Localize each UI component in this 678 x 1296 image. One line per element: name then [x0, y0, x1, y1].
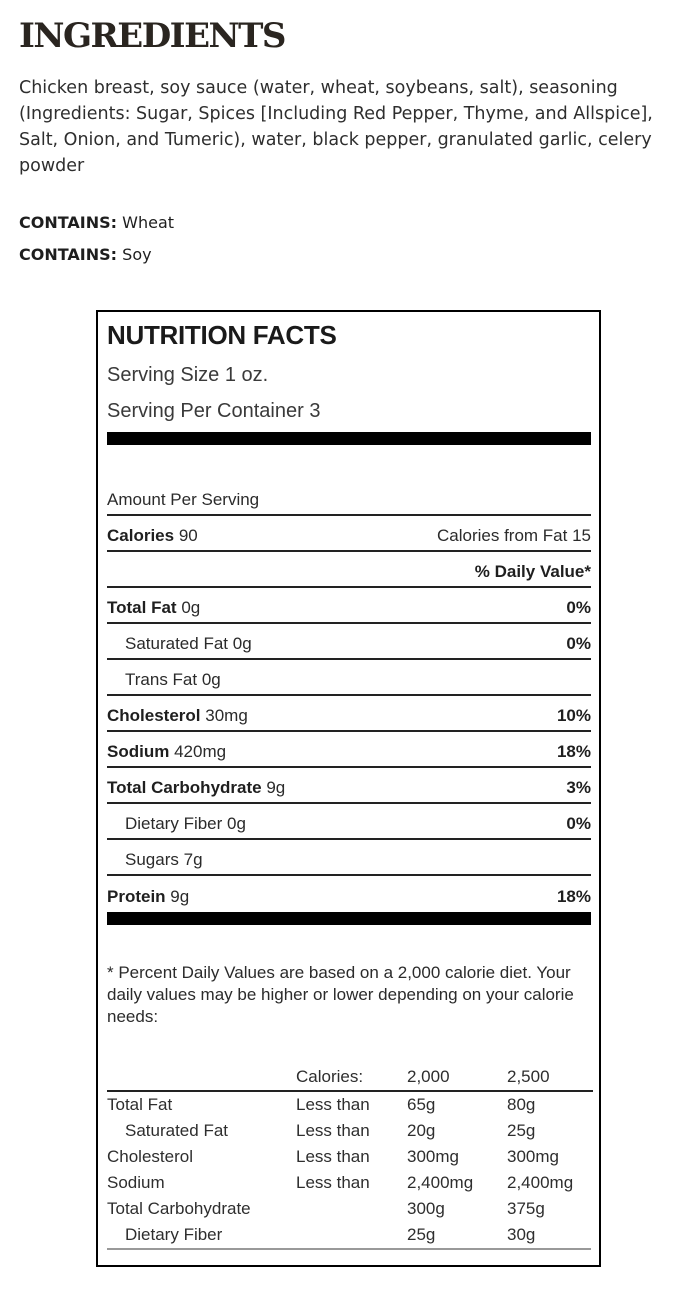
nutrient-label: Trans Fat: [125, 669, 198, 689]
table-cell: Saturated Fat: [125, 1121, 229, 1140]
nutrient-pct: 18%: [556, 886, 591, 906]
nutrient-name: [107, 598, 200, 618]
table-cell: 65g: [407, 1095, 436, 1114]
table-header-cell: [107, 1064, 296, 1091]
contains-label: CONTAINS:: [19, 213, 118, 232]
table-cell: 300mg: [407, 1147, 459, 1166]
thick-divider: [107, 912, 591, 925]
nutrient-amount: 0g: [227, 813, 246, 833]
nutrient-name: [107, 742, 226, 762]
nutrient-row-dietary-fiber: [107, 806, 591, 840]
table-cell: 2,400mg: [407, 1173, 474, 1192]
table-cell: Less than: [296, 1173, 370, 1192]
nutrition-facts-panel: [96, 310, 601, 1267]
table-cell: Less than: [296, 1147, 370, 1166]
nutrient-row-saturated-fat: [107, 626, 591, 660]
table-bottom-divider: [107, 1248, 591, 1250]
table-cell: 25g: [507, 1121, 536, 1140]
serving-size: Serving Size 1 oz.: [107, 364, 269, 386]
amount-per-serving: [107, 482, 591, 516]
nutrient-row-protein: [107, 878, 591, 912]
table-header-cell: 2,500: [507, 1064, 593, 1091]
table-cell: 300g: [407, 1199, 445, 1218]
table-cell: 375g: [507, 1199, 545, 1218]
table-cell: [296, 1222, 407, 1248]
table-row: [107, 1118, 593, 1144]
nutrient-name: [107, 706, 248, 726]
nutrient-amount: 0g: [201, 669, 221, 689]
nutrient-name: [125, 670, 221, 690]
servings-per-container: Serving Per Container 3: [107, 400, 321, 422]
table-cell: Cholesterol: [107, 1147, 193, 1166]
table-cell: Total Carbohydrate: [107, 1199, 251, 1218]
table-row: [107, 1091, 593, 1118]
calories: [107, 526, 198, 546]
calories-value: 90: [178, 525, 198, 545]
nutrient-row-cholesterol: [107, 698, 591, 732]
nutrient-amount: 30mg: [205, 705, 248, 725]
calories-from-fat: Calories from Fat 15: [437, 525, 591, 545]
table-cell: 25g: [407, 1225, 436, 1244]
calories-row: [107, 518, 591, 552]
table-cell: 2,400mg: [507, 1173, 574, 1192]
table-cell: 20g: [407, 1121, 436, 1140]
table-cell: 30g: [507, 1225, 536, 1244]
nutrient-name: [125, 814, 246, 834]
table-header-cell: 2,000: [407, 1064, 507, 1091]
nutrient-row-trans-fat: [107, 662, 591, 696]
nutrient-pct: 0%: [566, 633, 591, 653]
table-row: [107, 1144, 593, 1170]
nutrient-label: Cholesterol: [107, 705, 201, 725]
nutrient-row-sodium: [107, 734, 591, 768]
table-cell: 80g: [507, 1095, 536, 1114]
nutrition-title: NUTRITION FACTS: [107, 320, 337, 350]
table-cell: 300mg: [507, 1147, 559, 1166]
nutrient-pct: 0%: [566, 597, 591, 617]
ingredients-title: INGREDIENTS: [19, 16, 285, 56]
nutrient-amount: 9g: [170, 886, 190, 906]
nutrient-name: [125, 850, 203, 870]
nutrient-name: [125, 634, 252, 654]
contains-value: Soy: [122, 245, 152, 264]
nutrient-amount: 0g: [232, 633, 252, 653]
calories-label: Calories: [107, 525, 175, 545]
contains-soy: [19, 245, 152, 264]
nutrient-label: Total Carbohydrate: [107, 777, 262, 797]
daily-value-header-row: [107, 554, 591, 588]
daily-values-table: [107, 1064, 593, 1248]
contains-wheat: [19, 213, 174, 232]
thick-divider: [107, 432, 591, 445]
table-cell: Less than: [296, 1121, 370, 1140]
table-cell: Total Fat: [107, 1095, 173, 1114]
nutrient-pct: 0%: [566, 813, 591, 833]
nutrient-amount: 0g: [181, 597, 201, 617]
nutrient-pct: 3%: [566, 777, 591, 797]
table-row: [107, 1196, 593, 1222]
table-header-cell: Calories:: [296, 1064, 407, 1091]
table-row: [107, 1170, 593, 1196]
nutrient-row-total-carbohydrate: [107, 770, 591, 804]
table-cell: Less than: [296, 1095, 370, 1114]
daily-value-header: % Daily Value*: [474, 561, 591, 581]
nutrient-pct: 18%: [556, 741, 591, 761]
nutrient-row-total-fat: [107, 590, 591, 624]
nutrient-label: Sodium: [107, 741, 170, 761]
contains-value: Wheat: [122, 213, 175, 232]
table-cell: [296, 1196, 407, 1222]
nutrient-label: Sugars: [125, 849, 179, 869]
nutrient-amount: 7g: [183, 849, 203, 869]
nutrient-label: Saturated Fat: [125, 633, 229, 653]
nutrient-row-sugars: [107, 842, 591, 876]
ingredients-text: Chicken breast, soy sauce (water, wheat, soybeans, salt), seasoning (Ingredients: Sugar, Spices [Including Red Pepper, Thyme, and Allspice], Salt, Onion, and Tumeric), water, black pepper, granulated garlic, celery powder: [19, 78, 653, 176]
amount-per-serving-label: Amount Per Serving: [107, 489, 260, 509]
nutrient-amount: 9g: [266, 777, 286, 797]
contains-label: CONTAINS:: [19, 245, 118, 264]
nutrient-pct: 10%: [556, 705, 591, 725]
table-row: [107, 1222, 593, 1248]
daily-values-table-wrap: [107, 1064, 591, 1250]
nutrient-label: Dietary Fiber: [125, 813, 223, 833]
table-cell: Dietary Fiber: [125, 1225, 223, 1244]
nutrient-label: Total Fat: [107, 597, 177, 617]
table-cell: Sodium: [107, 1173, 165, 1192]
nutrient-name: [107, 778, 285, 798]
nutrient-amount: 420mg: [174, 741, 227, 761]
nutrient-name: [107, 887, 189, 907]
footnote: * Percent Daily Values are based on a 2,000 calorie diet. Your daily values may be higher or lower depending on your calorie needs:: [107, 963, 574, 1026]
table-header-row: [107, 1064, 593, 1091]
nutrient-label: Protein: [107, 886, 166, 906]
